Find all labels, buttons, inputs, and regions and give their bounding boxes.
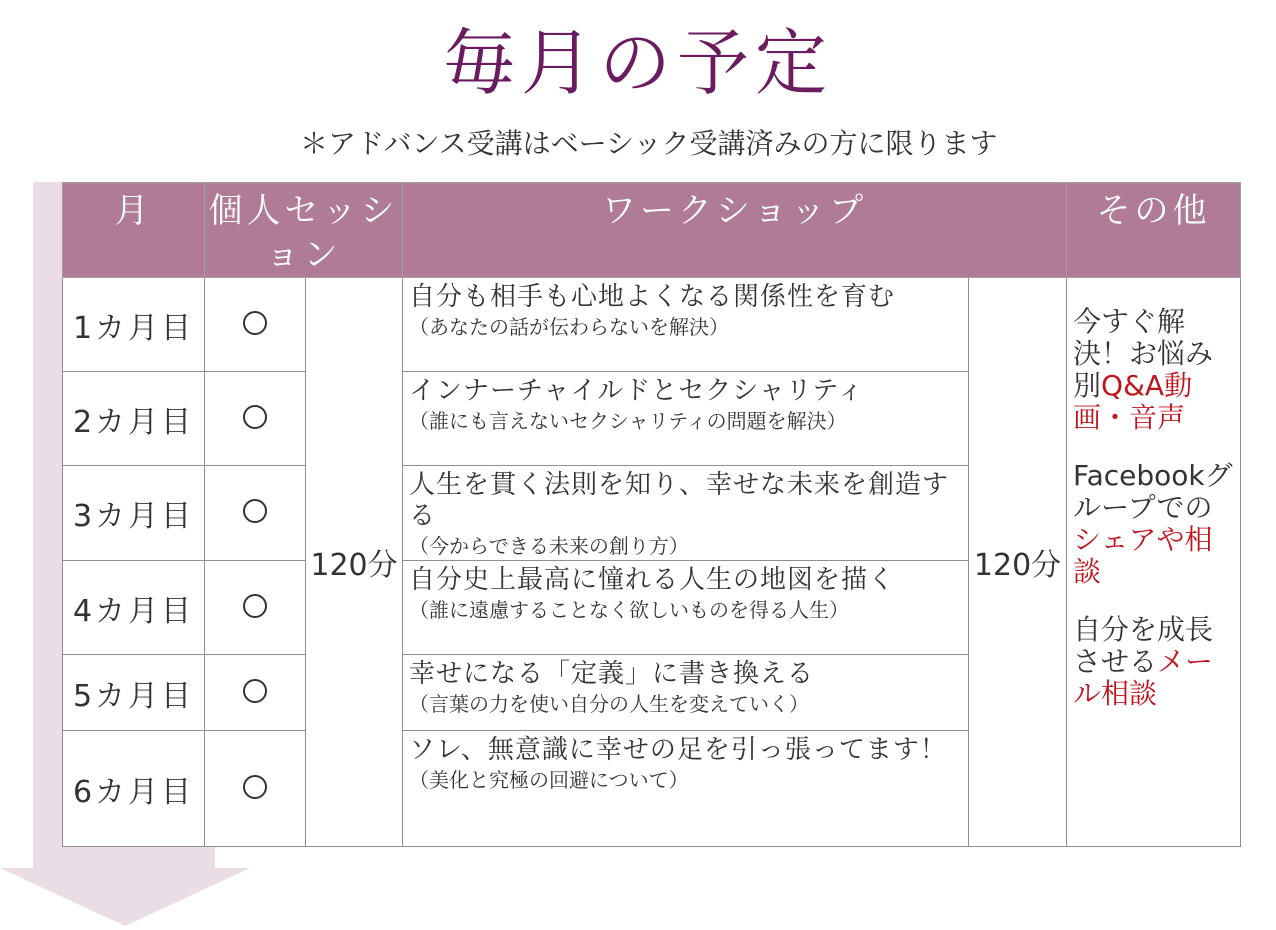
header-workshop: ワークショップ xyxy=(403,183,1067,278)
circle-mark-icon xyxy=(243,679,267,703)
advance-note: ＊アドバンス受講はベーシック受講済みの方に限ります xyxy=(300,127,998,160)
other-item-highlight: シェアや相談 xyxy=(1073,523,1213,588)
workshop-title: 自分史上最高に憧れる人生の地図を描く xyxy=(409,565,896,595)
circle-mark-icon xyxy=(243,499,267,523)
workshop-cell xyxy=(403,561,969,655)
circle-mark-icon xyxy=(243,594,267,618)
other-item-text: 自分を成長させる xyxy=(1073,613,1214,678)
workshop-subtitle: （誰に遠慮することなく欲しいものを得る人生） xyxy=(409,598,850,622)
month-cell: 1カ月目 xyxy=(63,278,205,372)
circle-mark-icon xyxy=(243,775,267,799)
month-cell: 6カ月目 xyxy=(63,731,205,847)
other-item-highlight: Q&A動画・音声 xyxy=(1073,369,1193,434)
workshop-cell xyxy=(403,372,969,466)
workshop-subtitle: （言葉の力を使い自分の人生を変えていく） xyxy=(409,692,810,716)
header-session: 個人セッション xyxy=(205,183,403,278)
workshop-subtitle: （今からできる未来の創り方） xyxy=(409,534,689,558)
workshop-title: 人生を貫く法則を知り、幸せな未来を創造する xyxy=(409,470,950,531)
other-item-text: 今すぐ解決！お悩み別 xyxy=(1073,305,1214,402)
workshop-title: インナーチャイルドとセクシャリティ xyxy=(409,376,865,406)
workshop-title: 幸せになる「定義」に書き換える xyxy=(409,659,815,689)
other-item-highlight: メール相談 xyxy=(1073,645,1214,710)
workshop-cell xyxy=(403,655,969,731)
workshop-subtitle: （美化と究極の回避について） xyxy=(409,768,689,792)
table-row xyxy=(63,278,1241,372)
other-cell xyxy=(1067,278,1241,847)
workshop-cell xyxy=(403,466,969,561)
workshop-cell xyxy=(403,731,969,847)
other-item-qa xyxy=(1073,306,1234,434)
workshop-cell xyxy=(403,278,969,372)
circle-mark-icon xyxy=(243,311,267,335)
month-cell: 3カ月目 xyxy=(63,466,205,561)
workshop-subtitle: （あなたの話が伝わらないを解決） xyxy=(409,315,730,339)
circle-mark-icon xyxy=(243,405,267,429)
workshop-subtitle: （誰にも言えないセクシャリティの問題を解決） xyxy=(409,409,847,433)
header-month: 月 xyxy=(63,183,205,278)
workshop-duration: 120分 xyxy=(969,278,1067,847)
page-title: 毎月の予定 xyxy=(442,21,833,105)
header-other: その他 xyxy=(1067,183,1241,278)
other-item-facebook xyxy=(1073,460,1234,588)
month-cell: 2カ月目 xyxy=(63,372,205,466)
month-cell: 4カ月目 xyxy=(63,561,205,655)
other-item-mail xyxy=(1073,614,1234,710)
session-duration: 120分 xyxy=(306,278,403,847)
workshop-title: 自分も相手も心地よくなる関係性を育む xyxy=(409,282,896,312)
schedule-table-wrap xyxy=(62,182,1240,845)
workshop-title: ソレ、無意識に幸せの足を引っ張ってます！ xyxy=(409,735,947,765)
month-cell: 5カ月目 xyxy=(63,655,205,731)
schedule-table xyxy=(62,182,1241,847)
timeline-arrow-head xyxy=(0,868,250,926)
header-row xyxy=(63,183,1241,278)
other-item-text: Facebookグループでの xyxy=(1073,459,1233,524)
